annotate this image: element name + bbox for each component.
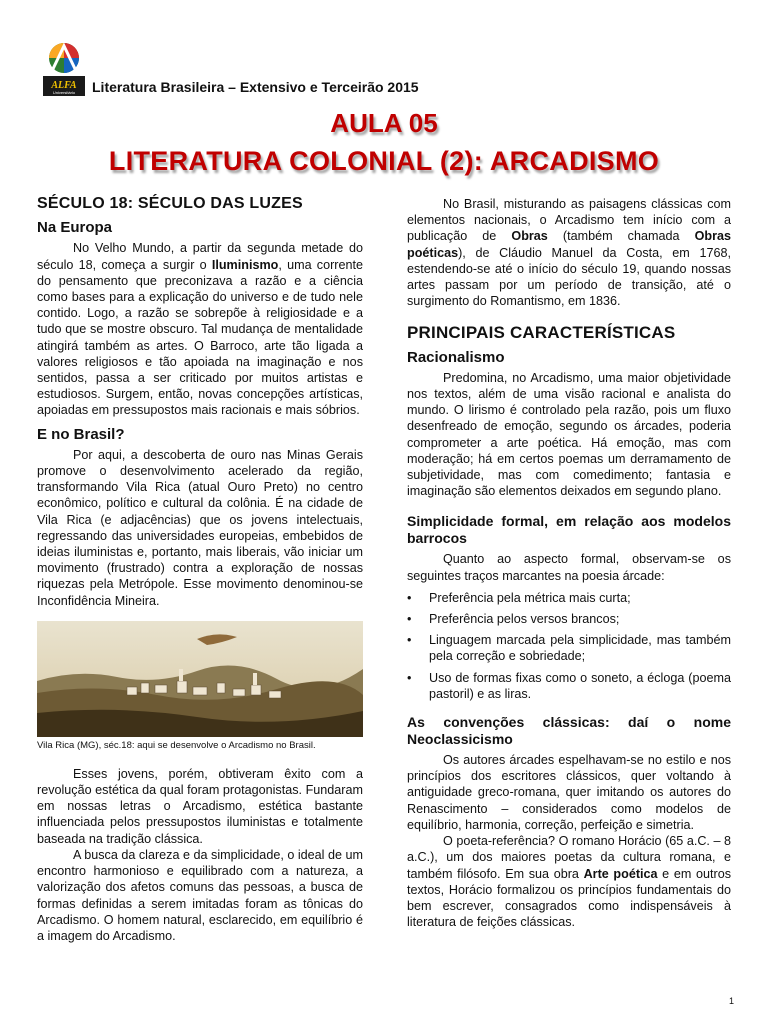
bold-obras: Obras (511, 229, 548, 244)
text-span: (também chamada (547, 229, 695, 244)
bullet-dot: • (407, 590, 412, 605)
heading-simplicidade: Simplicidade formal, em relação aos modelos barrocos (407, 513, 731, 547)
text-span: e em outros textos, Horácio formalizou os princípios fundamentais do bem escrever, consagrados como indispensáveis à literatura de feições clássicas. (407, 866, 731, 930)
lesson-number-title: AULA 05 (330, 108, 438, 138)
heading-e-no-brasil: E no Brasil? (37, 425, 125, 443)
left-column (37, 196, 363, 944)
list-item-text: Uso de formas fixas como o soneto, a écloga (poema pastoril) e as liras. (429, 670, 731, 701)
list-item (407, 670, 731, 702)
alfa-logo (43, 40, 85, 96)
paragraph-intro-brasil (407, 196, 731, 309)
heading-na-europa: Na Europa (37, 219, 113, 237)
list-item-text: Preferência pelos versos brancos; (429, 612, 620, 627)
traits-list (407, 590, 731, 702)
heading-convencoes-classicas: As convenções clássicas: daí o nome Neoclassicismo (407, 714, 731, 748)
paragraph-clareza: A busca da clareza e da simplicidade, o ideal de um encontro harmonioso e equilibrado com a natureza, a valorização dos afetos comuns das pessoas, a busca de formas definidas a serem imitadas foram as tônicas do Arcadismo. O homem natural, esclarecido, em equilíbrio é a imagem do Arcadismo. (37, 847, 363, 943)
heading-seculo-18: SÉCULO 18: SÉCULO DAS LUZES (37, 195, 303, 212)
text-span: No Velho Mundo, a partir da segunda metade do século 18, começa a surgir o (37, 241, 363, 272)
paragraph-brasil: Por aqui, a descoberta de ouro nas Minas Gerais promove o desenvolvimento acelerado da região, transformando Vila Rica (atual Ouro Preto) no centro econômico, político e cultural da colônia. É na cidade de Vila Rica (e adjacências) que os jovens intelectuais, regressando das universidades europeias, embebidos de ideias iluministas e, portanto, mais liberais, vão iniciar um movimento (frustrado) contra a exploração de nossas riquezas pela Metrópole. Esse movimento denominou-se Inconfidência Mineira. (37, 447, 363, 608)
text-span: O poeta-referência? O romano Horácio (65 a.C. – 8 a.C.), um dos maiores poetas da cultura romana, e também filósofo. Em sua obra (407, 834, 731, 881)
lesson-topic-title: LITERATURA COLONIAL (2): ARCADISMO (108, 146, 660, 176)
paragraph-simplicidade: Quanto ao aspecto formal, observam-se os seguintes traços marcantes na poesia árcade: (407, 552, 731, 583)
paragraph-europa (37, 240, 363, 418)
list-item (407, 590, 731, 606)
vila-rica-painting (37, 621, 363, 737)
bullet-dot: • (407, 612, 412, 627)
bullet-dot: • (407, 633, 412, 648)
list-item (407, 632, 731, 664)
logo-text: ALFA (51, 80, 77, 91)
bold-arte-poetica: Arte poética (583, 866, 658, 881)
bold-obras-poeticas: Obras poéticas (407, 229, 731, 260)
text-span: , uma corrente do pensamento que preconizava a razão e a ciência como bases para a explicação do universo e de tudo nele contido. Logo, a razão se sobrepõe à religiosidade e a tudo que se mostre obscuro. Tal mudança de mentalidade atingirá também as artes. O Barroco, arte tão ligada a valores religiosos e tão apoiada na imaginação e nos sentidos, passa a ser criticado por muitos artistas e estudiosos. Surgem, então, novas concepções artísticas, apoiadas em pressupostos mais racionais e mais sóbrios. (37, 257, 363, 418)
heading-principais-caracteristicas: PRINCIPAIS CARACTERÍSTICAS (407, 323, 676, 343)
text-span: ), de Cláudio Manuel da Costa, em 1768, estendendo-se até o início do século 19, quando nossas artes passam por um período de transição, até o surgimento do Romantismo, em 1836. (407, 245, 731, 309)
list-item-text: Linguagem marcada pela simplicidade, mas também pela correção e sobriedade; (429, 633, 731, 664)
image-caption: Vila Rica (MG), séc.18: aqui se desenvolve o Arcadismo no Brasil. (37, 739, 316, 751)
paragraph-horacio (407, 833, 731, 930)
paragraph-racionalismo: Predomina, no Arcadismo, uma maior objetividade nos textos, além de uma visão racional e analista do mundo. O lirismo é controlado pela razão, pois um fluxo desenfreado de emoção, segundo os árcades, poderia comprometer a arte poética. Há emoção, mas com moderação; há em certos poemas um derramamento de subjetividade, mas com comedimento; fantasia e imaginação são elementos deixados em segundo plano. (407, 370, 731, 499)
page-number: 1 (729, 996, 735, 1006)
text-span: No Brasil, misturando as paisagens clássicas com elementos nacionais, o Arcadismo tem início com a publicação de (407, 197, 731, 244)
bold-iluminismo: Iluminismo (211, 257, 279, 272)
paragraph-convencoes: Os autores árcades espelhavam-se no estilo e nos princípios dos escritores clássicos, quer voltando à antiguidade greco-romana, quer imitando os autores do Renascimento – considerados como modelos de equilíbrio, harmonia, correção, perfeição e simetria. (407, 753, 731, 832)
bullet-dot: • (407, 670, 412, 685)
logo-subtext: Universitário (52, 90, 76, 95)
right-column (407, 196, 731, 930)
course-line: Literatura Brasileira – Extensivo e Terceirão 2015 (92, 79, 419, 95)
list-item-text: Preferência pela métrica mais curta; (429, 590, 631, 605)
list-item (407, 611, 731, 627)
paragraph-jovens: Esses jovens, porém, obtiveram êxito com a revolução estética da qual foram protagonistas. Fundaram em nossas letras o Arcadismo, estética bastante influenciada pelos pressupostos iluministas e totalmente baseada na tradição clássica. (37, 766, 363, 846)
heading-racionalismo: Racionalismo (407, 348, 505, 366)
